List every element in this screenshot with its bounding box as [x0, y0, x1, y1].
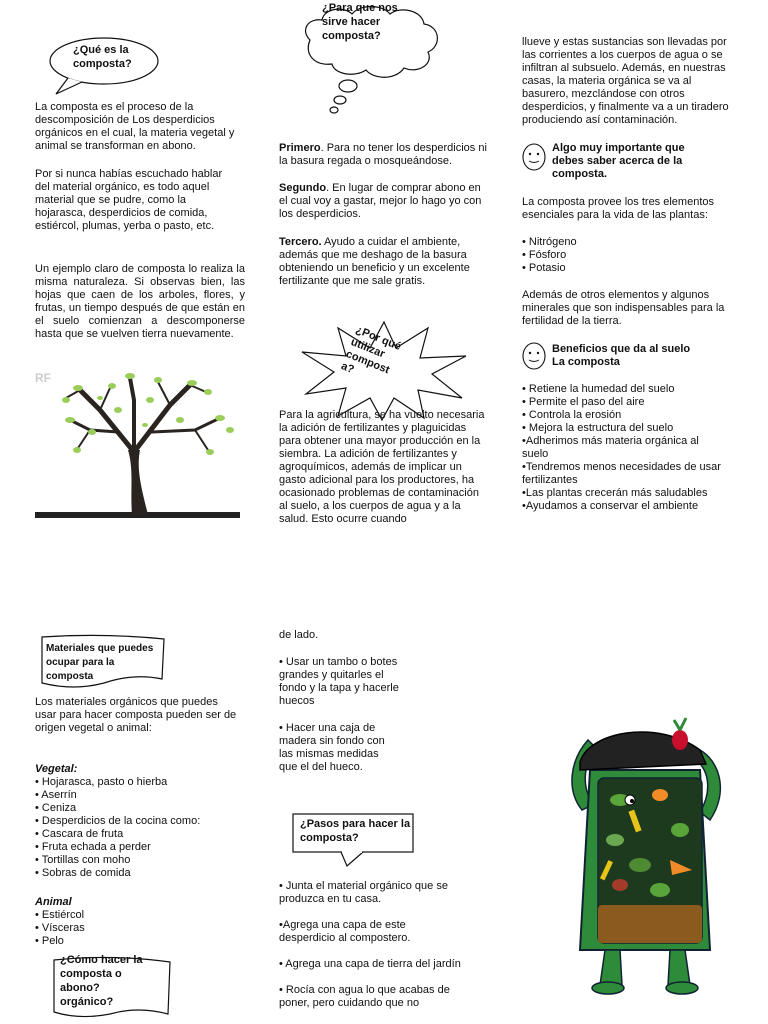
caja-paragraph: • Hacer una caja de madera sin fondo con las mismas medidas que el del hueco. [279, 722, 385, 773]
first-reason-text: . Para no tener los desperdicios ni la basura regada o mosqueándose. [279, 142, 487, 167]
side-text: de lado. [279, 629, 319, 641]
steps-bubble-text: ¿Pasos para hacer la composta? [300, 818, 411, 844]
organic-material-paragraph: Por si nunca habías escuchado hablar del material orgánico, es todo aquel material que se pudre, como la hojarasca, desperdicios de comida, estiércol, plumas, yerba o pasto, etc. [35, 168, 223, 232]
benefit-item: • Controla la erosión [522, 409, 622, 421]
second-reason-paragraph [279, 182, 491, 221]
benefits-heading-2: La composta [552, 356, 620, 368]
element-item: • Nitrógeno [522, 236, 577, 248]
first-reason-label: Primero [279, 142, 321, 154]
vegetal-item: • Fruta echada a perder [35, 841, 151, 853]
smiley-icon-2 [521, 341, 547, 371]
agriculture-paragraph: Para la agricultura, se ha vuelto necesaria la adición de fertilizantes y plaguicidas para obtener una mayor producción en la siembra. La adición de fertilizantes y agroquímicos, además de implicar un gasto adicional para los productores, ha ocasionado problemas de contaminación al suelo, a los cuerpos de agua y a la salud. Esto ocurre cuando [279, 409, 485, 525]
benefit-item: •Adherimos más materia orgánica al suelo [522, 435, 699, 460]
benefit-item: • Mejora la estructura del suelo [522, 422, 674, 434]
vegetal-heading: Vegetal: [35, 763, 78, 775]
vegetal-item: • Hojarasca, pasto o hierba [35, 776, 168, 788]
tambo-paragraph: • Usar un tambo o botes grandes y quitarles el fondo y la tapa y hacerle huecos [279, 656, 399, 707]
animal-item: • Vísceras [35, 922, 85, 934]
provides-paragraph: La composta provee los tres elementos esenciales para la vida de las plantas: [522, 196, 714, 221]
third-reason-paragraph [279, 236, 489, 288]
animal-item: • Pelo [35, 935, 64, 947]
benefits-heading-1: Beneficios que da al suelo [552, 343, 691, 355]
rain-paragraph: llueve y estas sustancias son llevadas por las corrientes a los cuerpos de agua o se infiltran al subsuelo. Además, en nuestras casas, la materia orgánica se va al basurero, mezclándose con otros desperdicios, y finalmente va a un tiradero produciendo así contaminación. [522, 36, 729, 126]
question-bubble-text: ¿Qué es la composta? [73, 44, 132, 70]
watermark-rf: RF [35, 371, 51, 385]
steps-list [279, 880, 464, 1010]
important-heading: Algo muy importante que debes saber acerca de la composta. [552, 142, 685, 180]
step-item: • Agrega una capa de tierra del jardín [279, 958, 461, 970]
vegetal-item: • Aserrín [35, 789, 77, 801]
starburst-text: ¿Por qué utilizar compost a? [339, 323, 403, 377]
benefit-item: •Tendremos menos necesidades de usar fertilizantes [522, 461, 721, 486]
how-to-banner-text: ¿Cómo hacer la composta o abono? orgánico? [60, 954, 143, 1008]
benefit-item: •Ayudamos a conservar el ambiente [522, 500, 699, 512]
animal-item: • Estiércol [35, 909, 85, 921]
second-reason-label: Segundo [279, 182, 327, 194]
animal-list [35, 909, 185, 948]
third-reason-text: Ayudo a cuidar el ambiente, además que me deshago de la basura obteniendo un beneficio y un excelente fertilizante que me sale gratis. [279, 236, 470, 287]
benefits-list [522, 383, 727, 513]
benefit-item: • Retiene la humedad del suelo [522, 383, 675, 395]
first-reason-paragraph [279, 142, 489, 168]
vegetal-item: • Sobras de comida [35, 867, 131, 879]
materials-banner-text: Materiales que puedes ocupar para la composta [46, 643, 154, 682]
third-reason-label: Tercero. [279, 236, 322, 248]
element-item: • Potasio [522, 262, 566, 274]
tree-illustration [30, 370, 245, 525]
smiley-icon-1 [521, 142, 547, 172]
definition-paragraph: La composta es el proceso de la descomposición de Los desperdicios orgánicos en el cual, la materia vegetal y animal se transforman en abono. [35, 101, 235, 152]
second-reason-text: . En lugar de comprar abono en el cual voy a gastar, mejor lo hago yo con los desperdicios. [279, 182, 482, 220]
materials-intro: Los materiales orgánicos que puedes usar para hacer composta pueden ser de origen vegetal o animal: [35, 696, 237, 734]
benefit-item: • Permite el paso del aire [522, 396, 645, 408]
vegetal-item: • Desperdicios de la cocina como: [35, 815, 201, 827]
thought-bubble-text: ¿Para que nos sirve hacer composta? [322, 2, 398, 42]
vegetal-item: • Cascara de fruta [35, 828, 124, 840]
element-item: • Fósforo [522, 249, 567, 261]
step-item: •Agrega una capa de este desperdicio al compostero. [279, 919, 411, 944]
benefit-item: •Las plantas crecerán más saludables [522, 487, 708, 499]
compost-bin-mascot [560, 700, 730, 1020]
other-elements-paragraph: Además de otros elementos y algunos minerales que son indispensables para la fertilidad de la tierra. [522, 289, 725, 327]
nature-example-paragraph: Un ejemplo claro de composta lo realiza la misma naturaleza. Si observas bien, las hojas que caen de los arboles, flores, y frutas, un tiempo después de que están en el suelo comienzan a descomponerse hasta que se vuelven tierra nuevamente. [35, 263, 245, 340]
step-item: • Rocía con agua lo que acabas de poner, pero cuidando que no [279, 984, 450, 1009]
vegetal-list [35, 776, 240, 880]
vegetal-item: • Ceniza [35, 802, 77, 814]
animal-heading: Animal [35, 896, 72, 908]
step-item: • Junta el material orgánico que se produzca en tu casa. [279, 880, 448, 905]
vegetal-item: • Tortillas con moho [35, 854, 131, 866]
elements-list [522, 236, 672, 275]
